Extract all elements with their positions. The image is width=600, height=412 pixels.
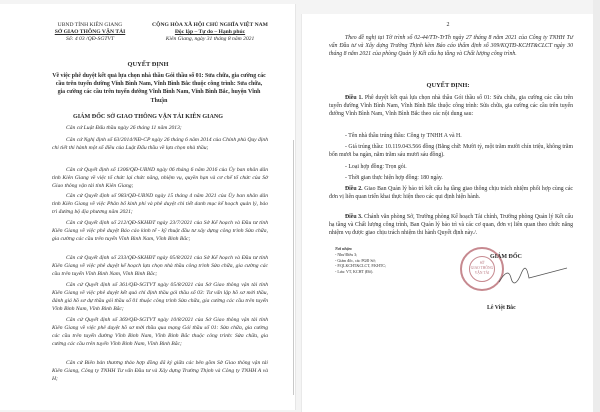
- page-fold-line: [293, 140, 294, 395]
- issuer-block: [40, 22, 140, 44]
- seal-text: GIAO THÔNG: [470, 266, 494, 270]
- document-page-2: [301, 14, 593, 412]
- national-title: CỘNG HÒA XÃ HỘI CHỦ NGHĨA VIỆT NAM: [152, 22, 268, 28]
- legal-basis-3: Căn cứ Quyết định số 1306/QĐ-UBND ngày 06 tháng 6 năm 2016 của Ủy ban nhân dân tỉnh Kiên Giang về việc tổ chức lại chức năng, nhiệm vụ, quyền hạn và cơ chế tổ chức của Sở Giao thông vận tải tỉnh Kiên Giang;: [52, 167, 268, 190]
- document-page-1: [0, 4, 296, 410]
- seal-text: SỞ: [479, 261, 485, 265]
- page-number: 2: [446, 22, 450, 28]
- contract-type: - Loại hợp đồng: Trọn gói.: [345, 164, 407, 170]
- legal-basis-8: Căn cứ Quyết định số 369/QĐ-SGTVT ngày 10/8/2021 của Sở Giao thông vận tải tỉnh Kiên Giang về việc phê duyệt hồ sơ mời thầu qua mạng Gói thầu số 01: Sửa chữa, gia cường các cầu trên tuyến đường Vĩnh Bình Nam, Vĩnh Bình Bắc thuộc công trình: Sửa chữa, gia cường các cầu trên tuyến Vĩnh Bình Nam, Vĩnh Bình Bắc;: [52, 317, 268, 348]
- article-3-label: Điều 3.: [345, 214, 363, 220]
- national-motto-block: [140, 22, 280, 44]
- document-title: QUYẾT ĐỊNH: [127, 61, 169, 68]
- proposal-paragraph: Theo đề nghị tại Tờ trình số 02-44/TTr-TrTh ngày 27 tháng 8 năm 2021 của Công ty TNHH Tư vấn Đầu tư và Xây dựng Trường Thịnh kèm Báo cáo thẩm định số 309/KQTĐ-KCHT&CLCT ngày 30 tháng 8 năm 2021 của phòng Quản lý Kết cấu hạ tầng và Chất lượng công trình.: [329, 35, 573, 58]
- national-motto: Độc lập – Tự do – Hạnh phúc: [174, 29, 246, 36]
- director-heading: GIÁM ĐỐC SỞ GIAO THÔNG VẬN TẢI KIÊN GIANG: [73, 114, 223, 120]
- contract-duration: - Thời gian thực hiện hợp đồng: 180 ngày.: [345, 175, 443, 181]
- article-2-text: Giao Ban Quản lý bảo trì kết cấu hạ tầng giao thông chịu trách nhiệm phối hợp cùng các đơn vị liên quan triển khai thực hiện theo các qui định hiện hành.: [329, 186, 573, 201]
- legal-basis-7: Căn cứ Quyết định số 361/QĐ-SGTVT ngày 05/8/2021 của Sở Giao thông vận tải tỉnh Kiên Giang về việc phê duyệt kết quả chỉ định thầu gói thầu số 03: Tư vấn lập hồ sơ mời thầu, đánh giá hồ sơ dự thầu gói thầu số 01 thuộc công trình Sửa chữa, gia cường các cầu trên tuyến Vĩnh Bình Nam, Vĩnh Bình Bắc;: [52, 282, 268, 313]
- legal-basis-2: Căn cứ Nghị định số 63/2014/NĐ-CP ngày 26 tháng 6 năm 2014 của Chính phủ Quy định chi tiết thi hành một số điều của Luật Đấu thầu về lựa chọn nhà thầu;: [52, 137, 268, 152]
- scan-margin: [593, 0, 600, 412]
- signer-title: GIÁM ĐỐC: [490, 254, 522, 260]
- legal-basis-4: Căn cứ Quyết định số 983/QĐ-UBND ngày 15 tháng 4 năm 2021 của Ủy ban nhân dân tỉnh Kiên Giang về việc Phân bổ kinh phí và phê duyệt chi tiết danh mục kế hoạch quản lý, bảo trì đường bộ địa phương năm 2021;: [52, 193, 268, 216]
- issuer-parent: UBND TỈNH KIÊN GIANG: [57, 22, 123, 28]
- article-1-label: Điều 1.: [345, 95, 363, 101]
- article-3-text: Chánh văn phòng Sở, Trưởng phòng Kế hoạch Tài chính, Trưởng phòng Quản lý Kết cấu hạ tầng và Chất lượng công trình, Ban Quản lý bảo trì và các cơ quan, đơn vị liên quan theo chức năng nhiệm vụ được giao chịu trách nhiệm thi hành Quyết định này./.: [329, 214, 573, 237]
- legal-basis-1: Căn cứ Luật Đấu thầu ngày 26 tháng 11 năm 2013;: [66, 125, 182, 131]
- legal-basis-9: Căn cứ Biên bản thương thảo hợp đồng đã ký giữa các bên gồm Sở Giao thông vận tải Kiên Giang, Công ty TNHH Tư vấn Đầu tư và Xây dựng Trường Thịnh và Công ty TNHH A và H;: [52, 360, 268, 383]
- recipients-list: [335, 246, 386, 275]
- legal-basis-6: Căn cứ Quyết định số 233/QĐ-SKHĐT ngày 05/8/2021 của Sở Kế hoạch và Đầu tư tỉnh Kiên Giang về việc phê duyệt kế hoạch lựa chọn nhà thầu công trình Sửa chữa, gia cường các cầu trên tuyến Vĩnh Bình Nam, Vĩnh Bình Bắc;: [52, 255, 268, 278]
- document-subject: Về việc phê duyệt kết quả lựa chọn nhà thầu Gói thầu số 01: Sửa chữa, gia cường các cầu trên tuyến đường Vĩnh Bình Nam, Vĩnh Bình Bắc thuộc công trình: Sửa chữa, gia cường các cầu trên tuyến đường Vĩnh Bình Nam, Vĩnh Bình Bắc, huyện Vĩnh Thuận: [52, 73, 266, 104]
- recipient-item: - P.QLKCHT&CLCT, P.KHTC;: [335, 263, 387, 269]
- issuer-name: SỞ GIAO THÔNG VẬN TẢI: [54, 29, 126, 36]
- decision-heading: QUYẾT ĐỊNH:: [426, 82, 470, 89]
- document-number: Số: 4 03 /QĐ-SGTVT: [65, 36, 114, 43]
- recipient-item: - Giám đốc, các PGĐ Sở;: [335, 257, 376, 263]
- handwritten-signature-icon: [497, 266, 572, 286]
- recipients-heading: Nơi nhận:: [335, 246, 353, 251]
- recipient-item: - Lưu: VT, KCHT (Đô).: [335, 269, 374, 275]
- winning-contractor: - Tên nhà thầu trúng thầu: Công ty TNHH A và H.: [345, 133, 462, 139]
- signer-name: Lê Việt Bắc: [487, 305, 516, 311]
- place-date: Kiên Giang, ngày 31 tháng 8 năm 2021: [165, 36, 255, 43]
- recipient-item: - Như Điều 3;: [335, 251, 358, 257]
- article-2-label: Điều 2.: [345, 186, 363, 192]
- legal-basis-5: Căn cứ Quyết định số 212/QĐ-SKHĐT ngày 23/7/2021 của Sở Kế hoạch và Đầu tư tỉnh Kiên Giang về việc phê duyệt Báo cáo kinh tế - kỹ thuật đầu tư xây dựng công trình Sửa chữa, gia cường các cầu trên tuyến Vĩnh Bình Nam, Vĩnh Bình Bắc;: [52, 220, 268, 243]
- article-1-text: Phê duyệt kết quả lựa chọn nhà thầu Gói thầu số 01: Sửa chữa, gia cường các cầu trên tuyến đường Vĩnh Bình Nam, Vĩnh Bình Bắc thuộc công trình: Sửa chữa, gia cường các cầu trên tuyến đường Vĩnh Bình Nam, Vĩnh Bình Bắc theo các nội dung sau:: [329, 95, 573, 118]
- seal-text: VẬN TẢI: [474, 271, 490, 275]
- winning-price: - Giá trúng thầu: 10.119.043.566 đồng (Bằng chữ: Mười tỷ, một trăm mười chín triệu, không trăm bốn mươi ba ngàn, năm trăm sáu mươi sáu đồng).: [329, 144, 573, 159]
